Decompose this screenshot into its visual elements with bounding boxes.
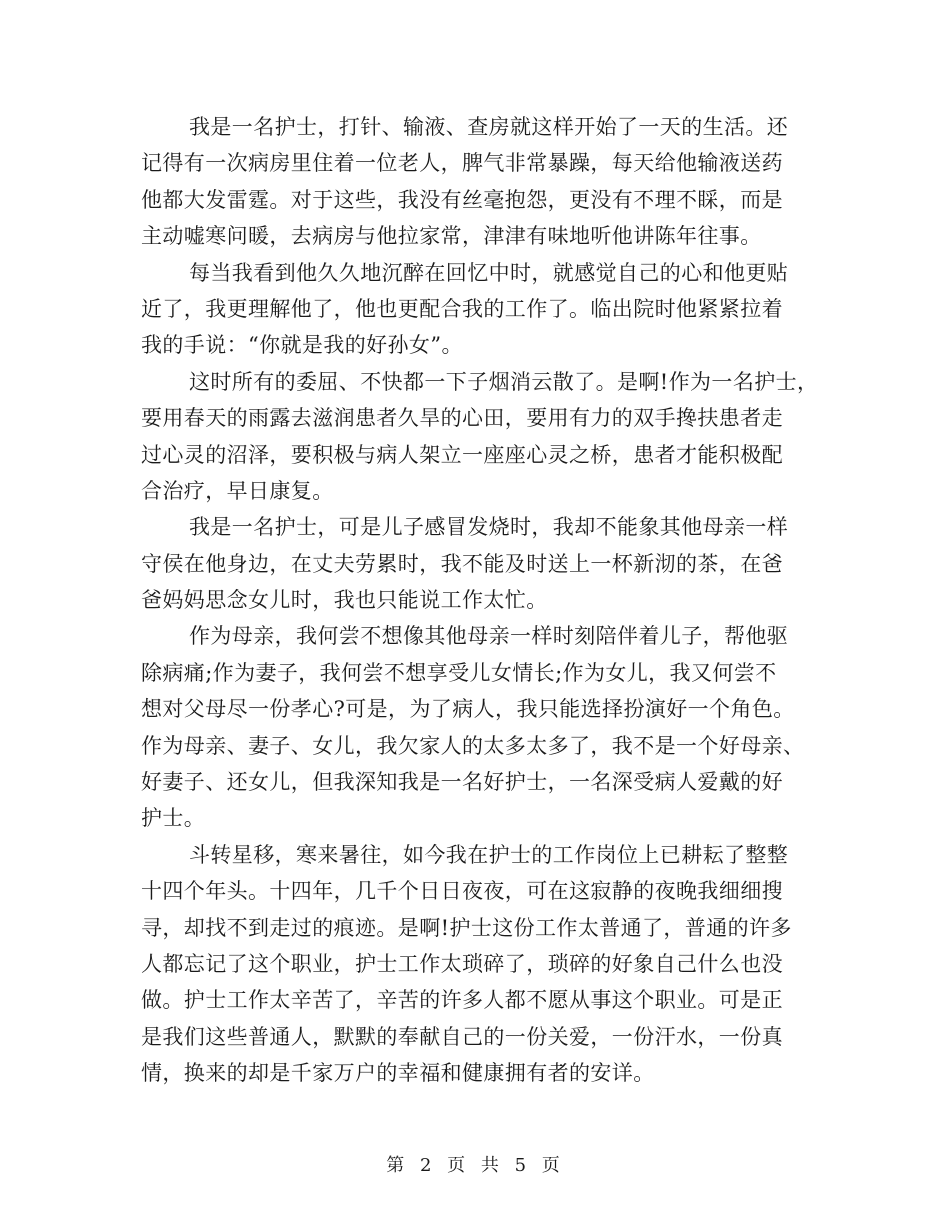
text-line: 我的手说：“你就是我的好孙女”。 — [141, 333, 463, 358]
total-page-count: 5 — [514, 1155, 531, 1176]
text-line: 人都忘记了这个职业，护士工作太琐碎了，琐碎的好象自己什么也没 — [141, 951, 783, 976]
text-line: 要用春天的雨露去滋润患者久旱的心田，要用有力的双手搀扶患者走 — [141, 406, 783, 431]
text-line: 十四个年头。十四年，几千个日日夜夜，可在这寂静的夜晚我细细搜 — [141, 879, 783, 904]
page-footer — [0, 1151, 950, 1177]
footer-total-word: 共 — [480, 1155, 503, 1176]
text-line: 情，换来的却是千家万户的幸福和健康拥有者的安详。 — [141, 1061, 655, 1086]
text-line: 我是一名护士，可是儿子感冒发烧时，我却不能象其他母亲一样 — [189, 515, 789, 540]
text-line: 爸妈妈思念女儿时，我也只能说工作太忙。 — [141, 588, 548, 613]
text-line: 斗转星移，寒来暑往，如今我在护士的工作岗位上已耕耘了整整 — [189, 842, 789, 867]
text-line: 作为母亲、妻子、女儿，我欠家人的太多太多了，我不是一个好母亲、 — [141, 733, 805, 758]
text-line: 每当我看到他久久地沉醉在回忆中时，就感觉自己的心和他更贴 — [189, 260, 789, 285]
footer-prefix: 第 — [386, 1155, 409, 1176]
text-line: 记得有一次病房里住着一位老人，脾气非常暴躁，每天给他输液送药 — [141, 151, 783, 176]
text-line: 好妻子、还女儿，但我深知我是一名好护士，一名深受病人爱戴的好 — [141, 770, 783, 795]
text-line: 合治疗，早日康复。 — [141, 478, 334, 503]
text-line: 过心灵的沼泽，要积极与病人架立一座座心灵之桥，患者才能积极配 — [141, 442, 783, 467]
text-line: 这时所有的委屈、不快都一下子烟消云散了。是啊!作为一名护士， — [189, 369, 819, 394]
text-line: 除病痛;作为妻子，我何尝不想享受儿女情长;作为女儿，我又何尝不 — [141, 660, 777, 685]
document-body — [141, 109, 819, 1092]
text-line: 寻，却找不到走过的痕迹。是啊!护士这份工作太普通了，普通的许多 — [141, 915, 792, 940]
text-line: 是我们这些普通人，默默的奉献自己的一份关爱，一份汗水，一份真 — [141, 1024, 783, 1049]
text-line: 作为母亲，我何尝不想像其他母亲一样时刻陪伴着儿子，帮他驱 — [189, 624, 789, 649]
text-line: 守侯在他身边，在丈夫劳累时，我不能及时送上一杯新沏的茶，在爸 — [141, 551, 783, 576]
text-line: 我是一名护士，打针、输液、查房就这样开始了一天的生活。还 — [189, 115, 789, 139]
text-line: 护士。 — [141, 806, 206, 831]
text-line: 他都大发雷霆。对于这些，我没有丝毫抱怨，更没有不理不睬，而是 — [141, 187, 783, 212]
footer-page-unit: 页 — [447, 1155, 470, 1176]
text-line: 做。护士工作太辛苦了，辛苦的许多人都不愿从事这个职业。可是正 — [141, 988, 783, 1013]
text-line: 主动嘘寒问暖，去病房与他拉家常，津津有味地听他讲陈年往事。 — [141, 224, 762, 249]
current-page-number: 2 — [419, 1155, 436, 1176]
text-line: 想对父母尽一份孝心?可是，为了病人，我只能选择扮演好一个角色。 — [141, 697, 795, 722]
footer-suffix: 页 — [541, 1155, 564, 1176]
text-line: 近了，我更理解他了，他也更配合我的工作了。临出院时他紧紧拉着 — [141, 296, 783, 321]
